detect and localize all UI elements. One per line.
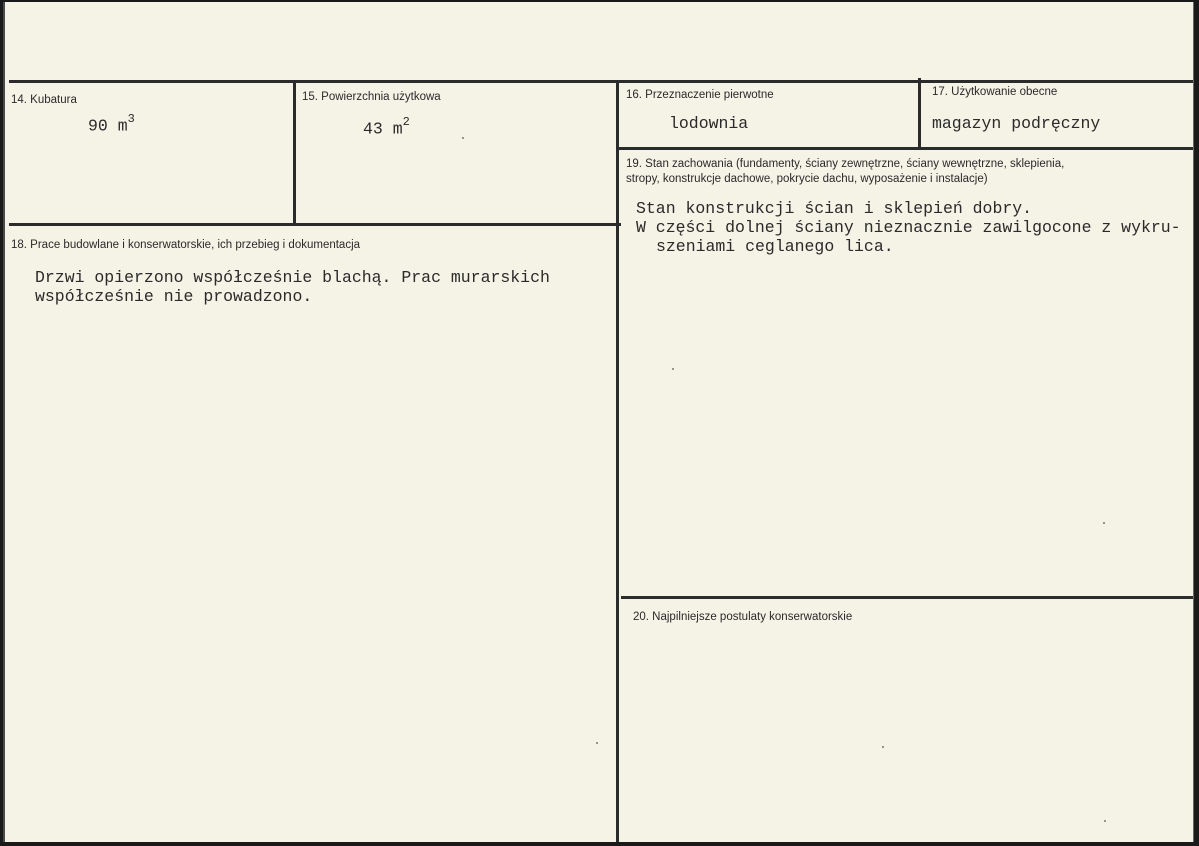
divider-14-15 [293,81,296,225]
field-19-label [626,157,1064,187]
field-15-label: 15. Powierzchnia użytkowa [302,91,441,103]
field-18-line-2: współcześnie nie prowadzono. [35,287,313,306]
paper-speck [672,368,674,370]
divider-16-17 [918,78,921,149]
right-lower-rule [621,596,1193,599]
field-19-line-1: Stan konstrukcji ścian i sklepień dobry. [636,199,1033,218]
field-14-value-text: 90 m [88,116,128,136]
field-15-value-text: 43 m [363,119,403,139]
record-card [3,2,1194,842]
field-20-label: 20. Najpilniejsze postulaty konserwatorskie [633,611,853,623]
field-19-line-3: szeniami ceglanego lica. [656,237,894,256]
field-18-line-1: Drzwi opierzono współcześnie blachą. Prac murarskich [35,268,550,287]
field-16-value: lodownia [669,114,749,133]
field-18-label: 18. Prace budowlane i konserwatorskie, ich przebieg i dokumentacja [11,239,361,251]
field-14-label: 14. Kubatura [11,94,77,106]
field-15-value-exponent: 2 [402,115,410,129]
field-16-label: 16. Przeznaczenie pierwotne [626,89,774,101]
paper-speck [462,137,464,139]
field-18-text [35,268,550,306]
field-17-value: magazyn podręczny [932,114,1101,133]
field-14-value-exponent: 3 [127,112,135,126]
field-17-label: 17. Użytkowanie obecne [932,86,1058,98]
paper-speck [882,746,884,748]
paper-speck [1103,522,1105,524]
divider-main [616,80,619,842]
field-19-label-line-2: stropy, konstrukcje dachowe, pokrycie dachu, wyposażenie i instalacje) [626,173,988,185]
field-19-label-line-1: 19. Stan zachowania (fundamenty, ściany zewnętrzne, ściany wewnętrzne, sklepienia, [626,158,1065,170]
field-14-value [88,112,135,136]
top-rule [9,80,1193,83]
field-19-line-2: W części dolnej ściany nieznacznie zawilgocone z wykru- [636,218,1181,237]
paper-speck [596,742,598,744]
paper-speck [1104,820,1106,822]
right-short-rule [617,147,1193,150]
field-19-text [636,199,1181,256]
mid-left-rule [9,223,621,226]
field-15-value [363,115,410,139]
